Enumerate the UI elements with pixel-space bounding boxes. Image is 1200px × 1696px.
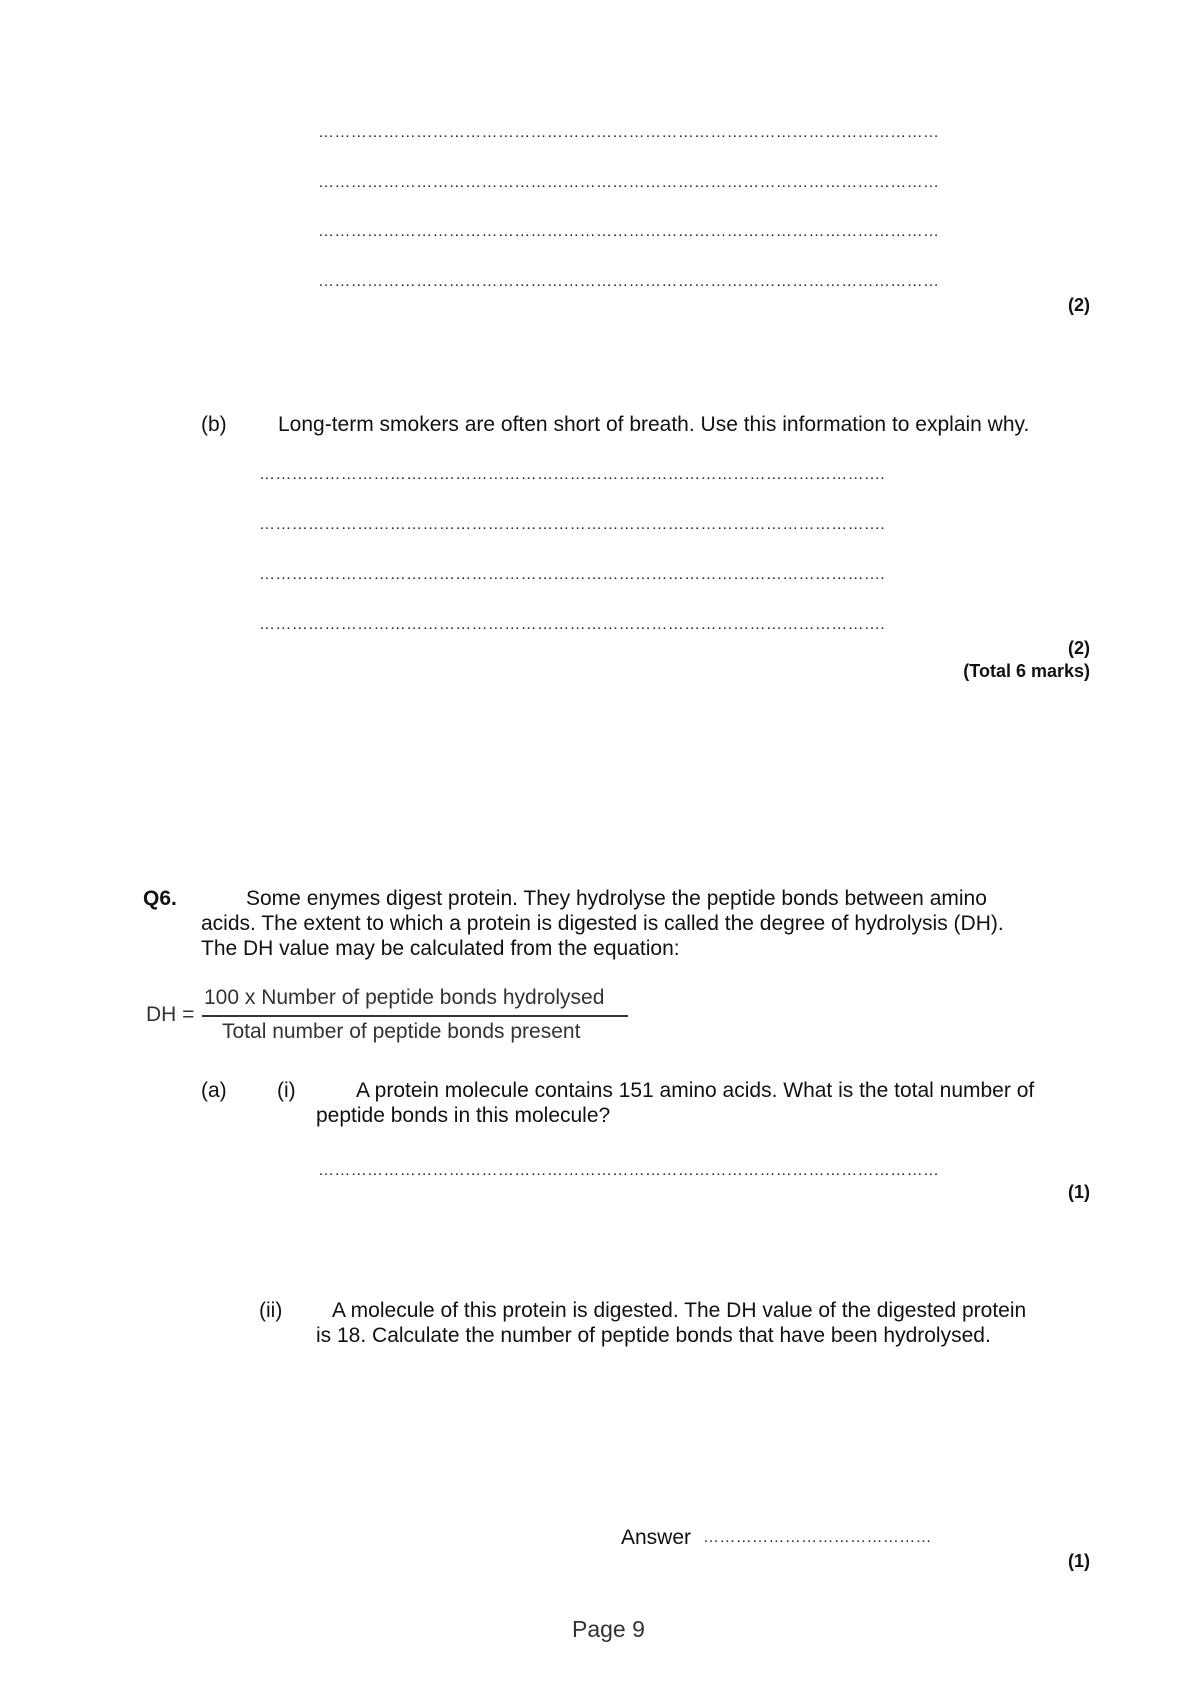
part-a-ii-question: A molecule of this protein is digested. The DH value of the digested protein <box>332 1299 1027 1322</box>
answer-line[interactable]: …………………………………………………………………………………………………… <box>318 174 940 191</box>
page-number: Page 9 <box>572 1616 645 1642</box>
answer-line[interactable]: ……………………………………………………………………………………………………. <box>259 616 886 633</box>
answer-line[interactable]: …………………………………………………………………………………………………… <box>318 273 940 290</box>
fraction-bar <box>202 1015 628 1017</box>
answer-field[interactable]: …………………………………… <box>703 1529 932 1546</box>
part-b-question: Long-term smokers are often short of breath. Use this information to explain why. <box>278 413 1030 436</box>
answer-line[interactable]: ……………………………………………………………………………………………………. <box>259 516 886 533</box>
equation-numerator: 100 x Number of peptide bonds hydrolysed <box>204 986 605 1009</box>
part-a-i-question: A protein molecule contains 151 amino acids. What is the total number of <box>356 1079 1035 1102</box>
q6-intro-line: acids. The extent to which a protein is digested is called the degree of hydrolysis (DH). <box>201 912 1004 935</box>
part-a-i-question: peptide bonds in this molecule? <box>316 1104 611 1127</box>
total-marks: (Total 6 marks) <box>963 661 1090 681</box>
answer-line[interactable]: …………………………………………………………………………………………………… <box>318 1162 940 1179</box>
answer-line[interactable]: ……………………………………………………………………………………………………. <box>259 466 886 483</box>
part-a-label: (a) <box>201 1079 227 1102</box>
marks-b: (2) <box>1068 638 1090 658</box>
answer-line[interactable]: …………………………………………………………………………………………………… <box>318 124 940 141</box>
marks-a: (2) <box>1068 295 1090 315</box>
equation-denominator: Total number of peptide bonds present <box>222 1020 581 1043</box>
part-i-label: (i) <box>277 1079 296 1102</box>
equation-lhs: DH = <box>146 1003 195 1026</box>
part-b-label: (b) <box>201 413 227 436</box>
answer-line[interactable]: ……………………………………………………………………………………………………. <box>259 566 886 583</box>
marks-a-i: (1) <box>1068 1182 1090 1202</box>
answer-label: Answer <box>621 1526 692 1549</box>
part-a-ii-question: is 18. Calculate the number of peptide bonds that have been hydrolysed. <box>316 1324 991 1347</box>
part-ii-label: (ii) <box>259 1299 283 1322</box>
q6-intro-line: Some enymes digest protein. They hydrolyse the peptide bonds between amino <box>246 887 987 910</box>
marks-a-ii: (1) <box>1068 1551 1090 1571</box>
question-number: Q6. <box>143 887 177 910</box>
answer-line[interactable]: …………………………………………………………………………………………………… <box>318 223 940 240</box>
q6-intro-line: The DH value may be calculated from the equation: <box>201 937 680 960</box>
